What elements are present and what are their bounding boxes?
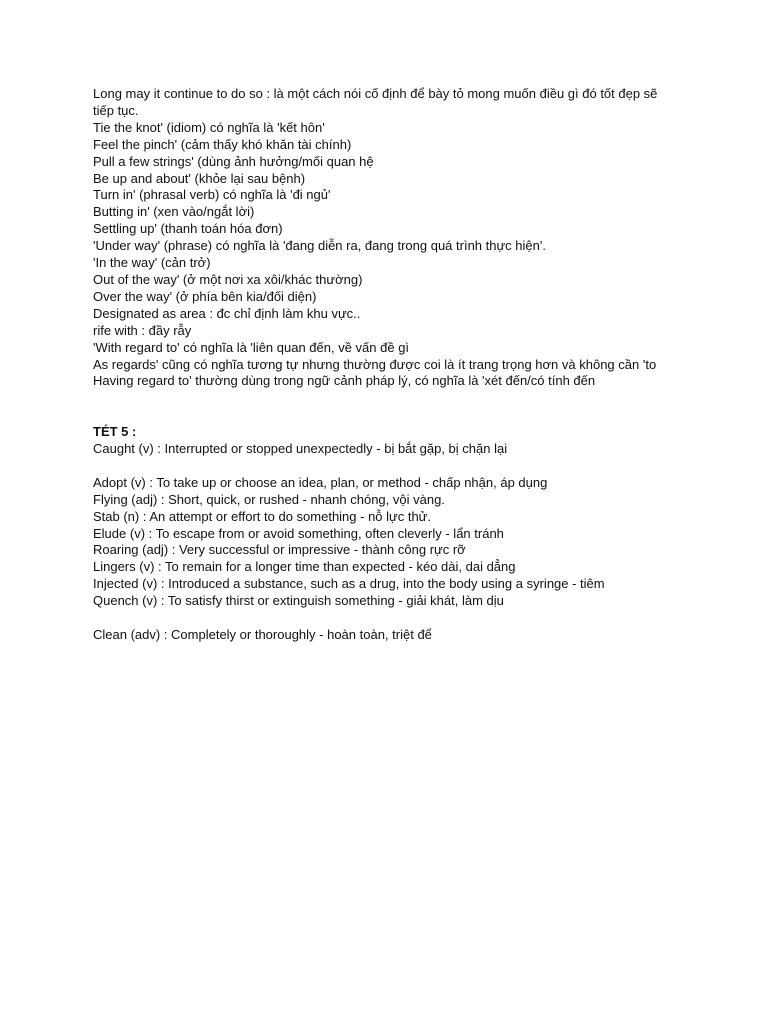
- section-heading: TÉT 5 :: [93, 424, 137, 440]
- vocab-line: Lingers (v) : To remain for a longer time than expected - kéo dài, dai dẳng: [93, 559, 516, 575]
- note-line: Turn in' (phrasal verb) có nghĩa là 'đi ngủ': [93, 187, 331, 203]
- note-line: rife with : đầy rẫy: [93, 322, 192, 338]
- note-line: Long may it continue to do so : là một cách nói cố định để bày tỏ mong muốn điều gì đó tốt đẹp sẽ tiếp tục.: [93, 86, 658, 118]
- note-line: Be up and about' (khỏe lại sau bệnh): [93, 170, 306, 186]
- vocab-line: Stab (n) : An attempt or effort to do something - nỗ lực thử.: [93, 508, 431, 524]
- note-line: Designated as area : đc chỉ định làm khu vực..: [93, 305, 361, 321]
- phrase-notes: [93, 86, 673, 390]
- spacer: [93, 390, 673, 424]
- note-line: Having regard to' thường dùng trong ngữ cảnh pháp lý, có nghĩa là 'xét đến/có tính đến: [93, 373, 596, 389]
- note-line: 'With regard to' có nghĩa là 'liên quan đến, về vấn đề gì: [93, 339, 410, 355]
- note-line: 'In the way' (cản trở): [93, 255, 211, 271]
- note-line: Feel the pinch' (cảm thấy khó khăn tài chính): [93, 136, 352, 152]
- note-line: Settling up' (thanh toán hóa đơn): [93, 221, 283, 237]
- note-line: Pull a few strings' (dùng ảnh hưởng/mối quan hệ: [93, 153, 374, 169]
- vocab-line: Clean (adv) : Completely or thoroughly - hoàn toàn, triệt để: [93, 626, 432, 642]
- spacer: [93, 610, 673, 627]
- vocab-line: Adopt (v) : To take up or choose an idea, plan, or method - chấp nhận, áp dụng: [93, 474, 548, 490]
- vocab-section: [93, 424, 673, 644]
- vocab-line: Quench (v) : To satisfy thirst or extinguish something - giải khát, làm dịu: [93, 593, 504, 609]
- document-page: [93, 86, 673, 644]
- note-line: 'Under way' (phrase) có nghĩa là 'đang diễn ra, đang trong quá trình thực hiện'.: [93, 238, 546, 254]
- note-line: Out of the way' (ở một nơi xa xôi/khác thường): [93, 271, 363, 287]
- note-line: Tie the knot' (idiom) có nghĩa là 'kết hôn': [93, 119, 325, 135]
- note-line: Over the way' (ở phía bên kia/đối diện): [93, 288, 317, 304]
- vocab-line: Flying (adj) : Short, quick, or rushed - nhanh chóng, vội vàng.: [93, 491, 445, 507]
- vocab-line: Elude (v) : To escape from or avoid something, often cleverly - lẩn tránh: [93, 525, 504, 541]
- vocab-line: Caught (v) : Interrupted or stopped unexpectedly - bị bắt gặp, bị chặn lại: [93, 441, 508, 457]
- note-line: Butting in' (xen vào/ngắt lời): [93, 204, 255, 220]
- note-line: As regards' cũng có nghĩa tương tự nhưng thường được coi là ít trang trọng hơn và không cần 'to: [93, 356, 657, 372]
- spacer: [93, 458, 673, 475]
- vocab-line: Injected (v) : Introduced a substance, such as a drug, into the body using a syringe - tiêm: [93, 576, 605, 592]
- vocab-line: Roaring (adj) : Very successful or impressive - thành công rực rỡ: [93, 542, 466, 558]
